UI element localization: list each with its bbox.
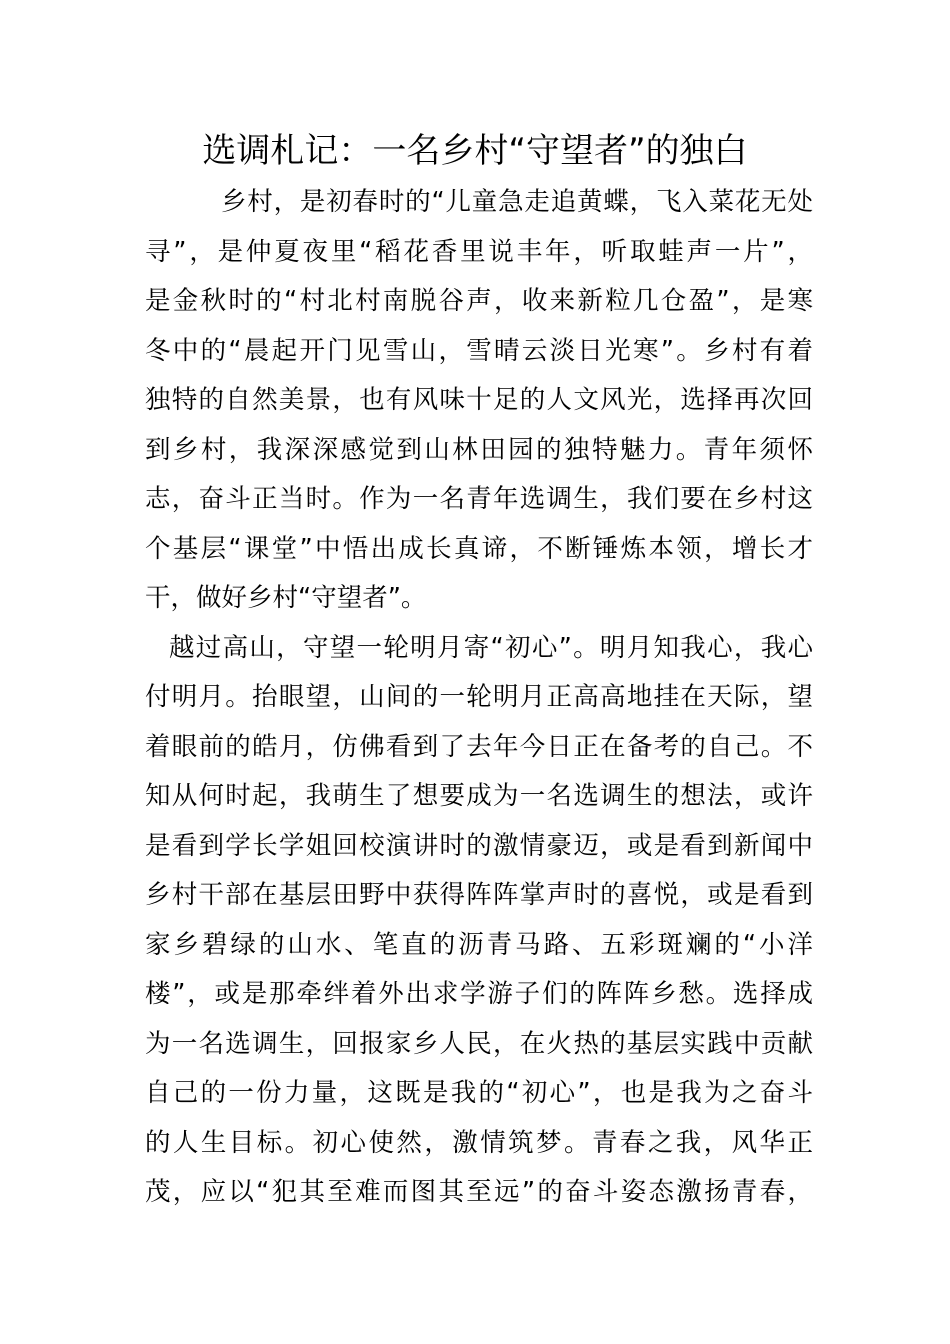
paragraph-line: 着眼前的皓月，仿佛看到了去年今日正在备考的自己。不 [145,731,813,762]
document-body [145,178,813,1218]
paragraph-line: 独特的自然美景，也有风味十足的人文风光，选择再次回 [145,385,813,415]
paragraph-line: 乡村，是初春时的“儿童急走追黄蝶，飞入菜花无处 [221,187,813,217]
paragraph-line: 干，做好乡村“守望者”。 [145,583,427,613]
paragraph-line: 志，奋斗正当时。作为一名青年选调生，我们要在乡村这 [145,484,813,514]
paragraph-2 [145,624,813,1218]
paragraph-line: 越过高山，守望一轮明月寄“初心”。明月知我心，我心 [169,632,813,663]
paragraph-line: 寻”，是仲夏夜里“稻花香里说丰年，听取蛙声一片”， [145,236,813,267]
paragraph-line: 茂，应以“犯其至难而图其至远”的奋斗姿态激扬青春， [145,1177,813,1207]
paragraph-line: 自己的一份力量，这既是我的“初心”，也是我为之奋斗 [145,1078,813,1108]
document-title: 选调札记：一名乡村“守望者”的独白 [202,131,748,171]
paragraph-line: 楼”，或是那牵绊着外出求学游子们的阵阵乡愁。选择成 [145,979,813,1009]
paragraph-line: 为一名选调生，回报家乡人民，在火热的基层实践中贡献 [145,1028,813,1059]
paragraph-line: 的人生目标。初心使然，激情筑梦。青春之我，风华正 [145,1127,813,1158]
paragraph-line: 是看到学长学姐回校演讲时的激情豪迈，或是看到新闻中 [145,830,813,861]
paragraph-line: 家乡碧绿的山水、笔直的沥青马路、五彩斑斓的“小洋 [145,929,813,960]
paragraph-line: 付明月。抬眼望，山间的一轮明月正高高地挂在天际，望 [145,682,813,712]
paragraph-1 [145,178,813,624]
paragraph-line: 知从何时起，我萌生了想要成为一名选调生的想法，或许 [145,781,813,811]
paragraph-line: 个基层“课堂”中悟出成长真谛，不断锤炼本领，增长才 [145,533,813,564]
paragraph-line: 冬中的“晨起开门见雪山，雪晴云淡日光寒”。乡村有着 [145,335,813,366]
paragraph-line: 到乡村，我深深感觉到山林田园的独特魅力。青年须怀 [145,434,813,465]
paragraph-line: 乡村干部在基层田野中获得阵阵掌声时的喜悦，或是看到 [145,880,813,910]
paragraph-line: 是金秋时的“村北村南脱谷声，收来新粒几仓盈”，是寒 [145,286,813,316]
